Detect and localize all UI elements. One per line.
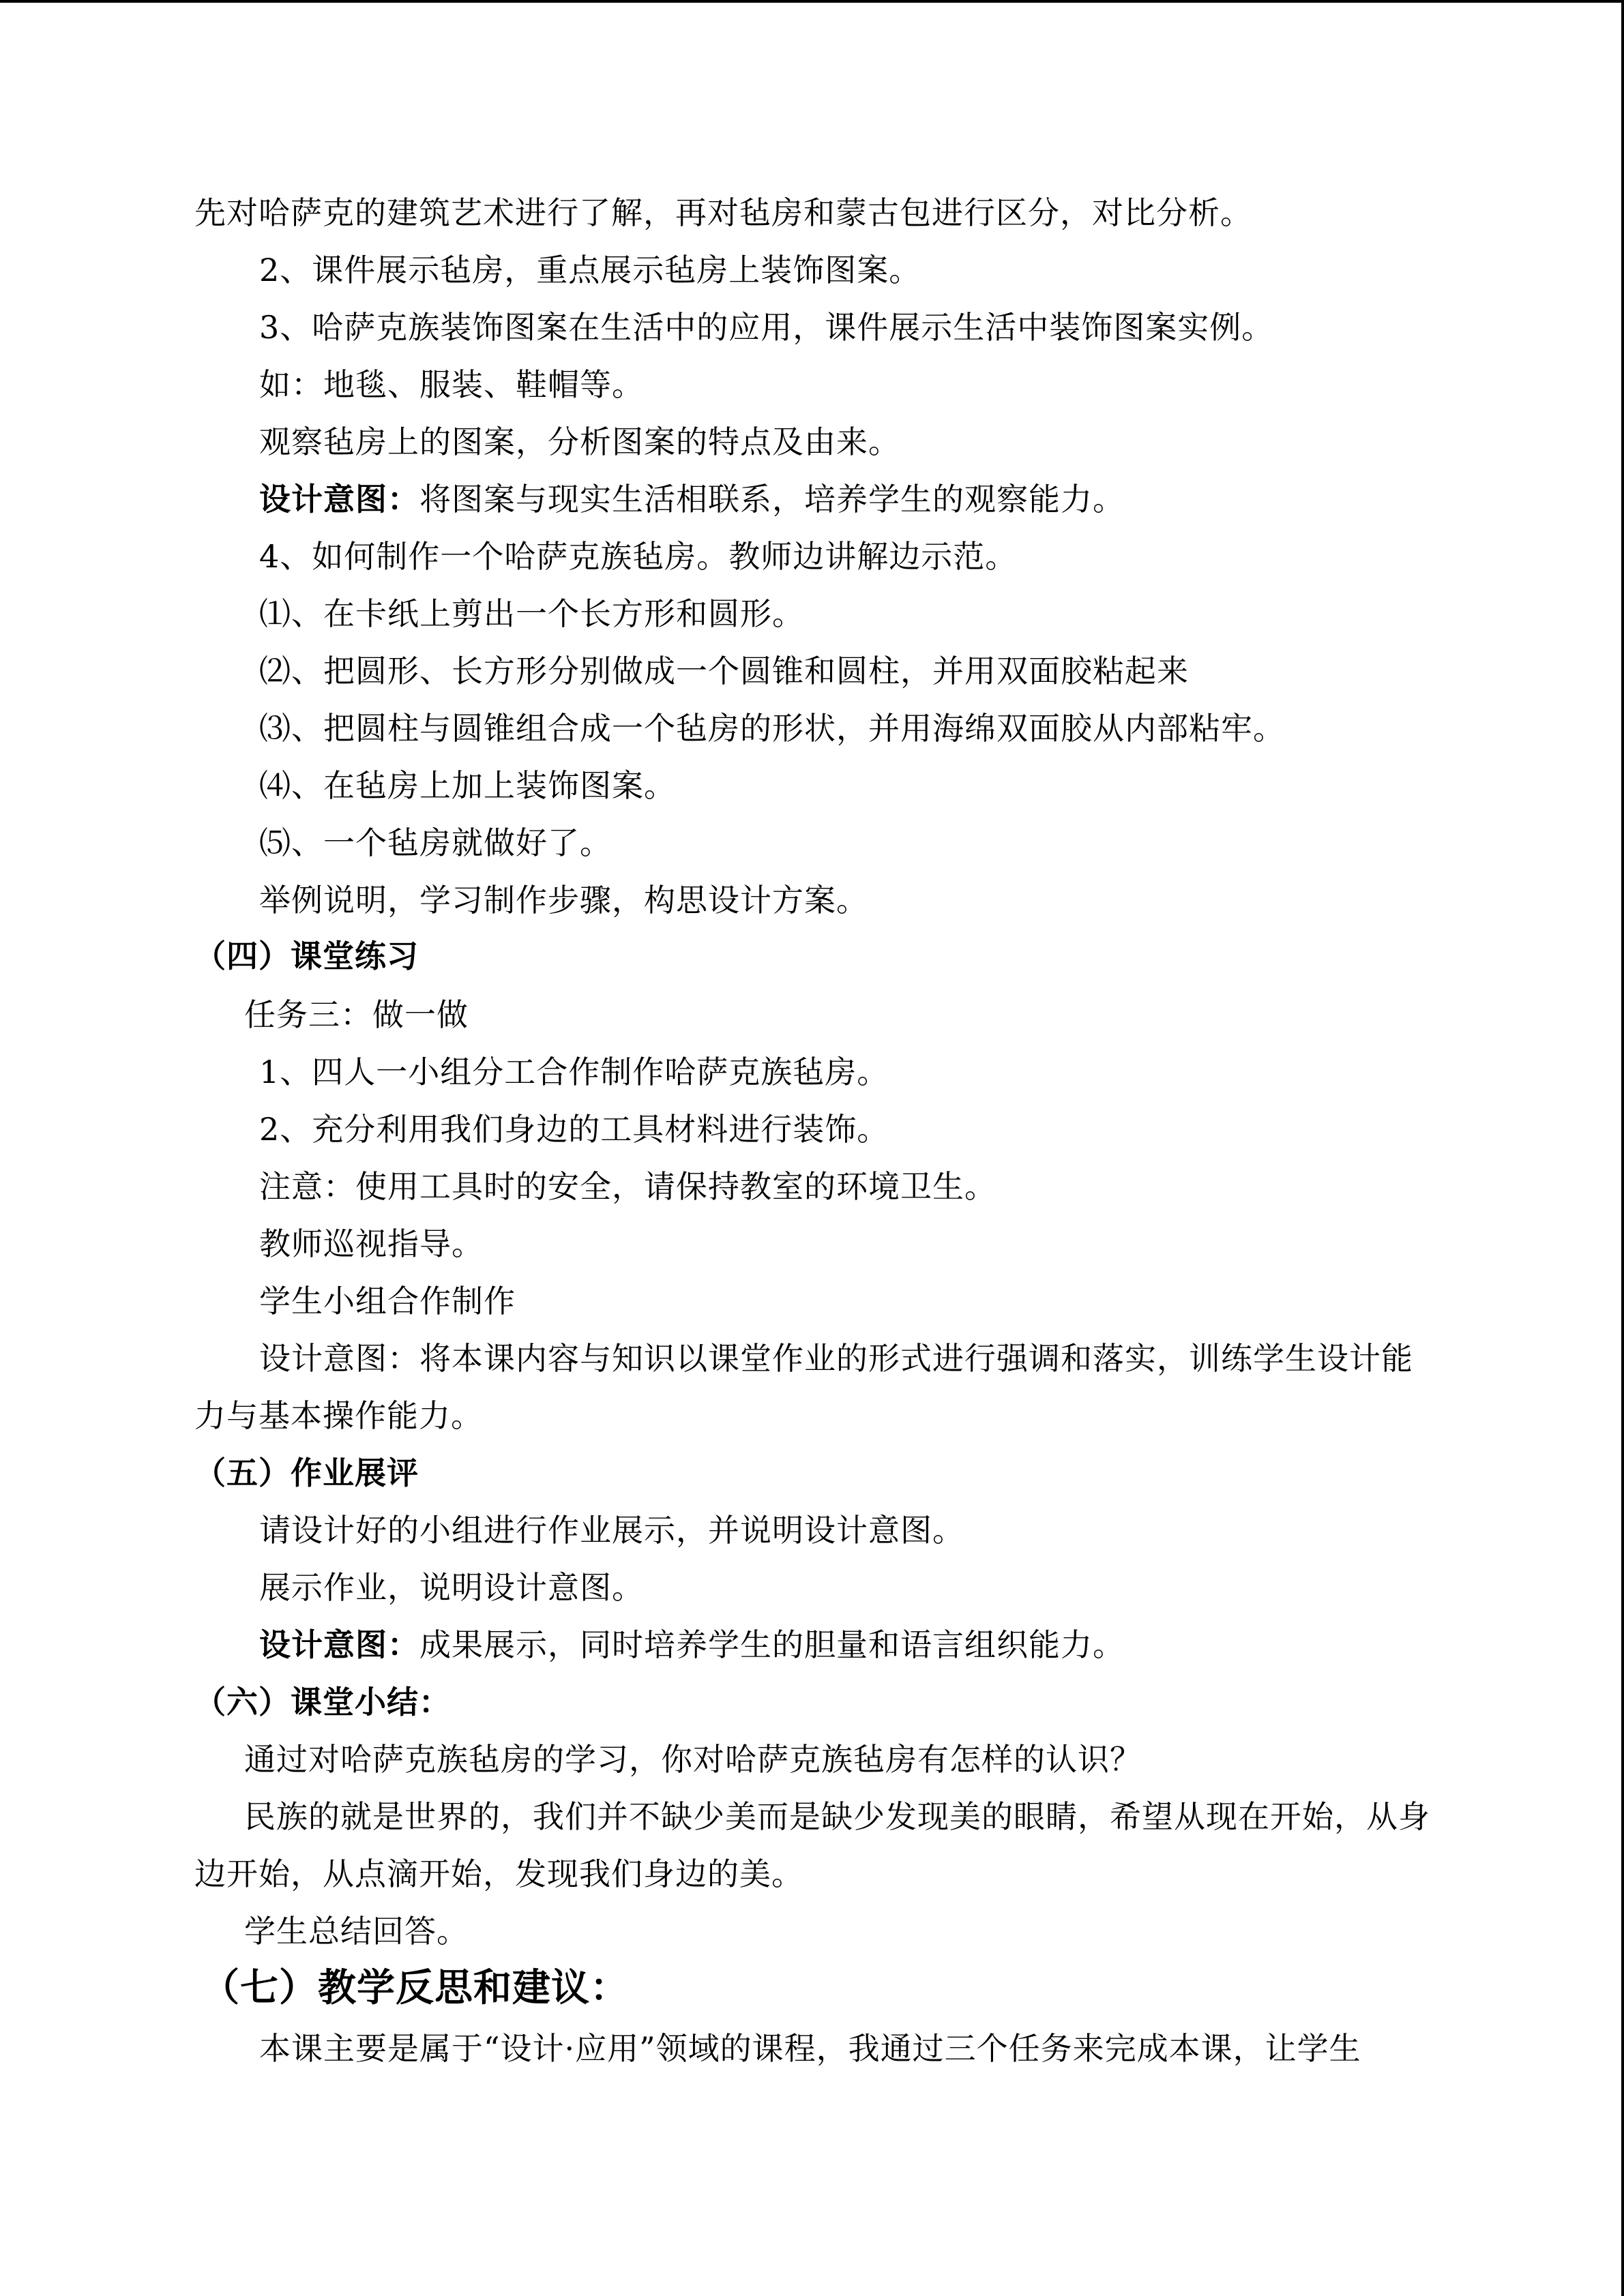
- design-intent-line: [259, 1624, 1125, 1665]
- paragraph-line: 通过对哈萨克族毡房的学习，你对哈萨克族毡房有怎样的认识？: [244, 1741, 1142, 1778]
- paragraph-line: 设计意图：将本课内容与知识以课堂作业的形式进行强调和落实，训练学生设计能: [259, 1340, 1413, 1377]
- section-heading: （六）课堂小结：: [194, 1684, 451, 1720]
- design-intent-text: 将图案与现实生活相联系，培养学生的观察能力。: [419, 481, 1125, 518]
- paragraph-line: 注意：使用工具时的安全，请保持教室的环境卫生。: [259, 1168, 996, 1205]
- step-item: ⑵、把圆形、长方形分别做成一个圆锥和圆柱，并用双面胶粘起来: [259, 653, 1189, 689]
- step-item: ⑴、在卡纸上剪出一个长方形和圆形。: [259, 595, 804, 632]
- design-intent-line: [259, 479, 1125, 520]
- design-intent-text: 成果展示，同时培养学生的胆量和语言组织能力。: [419, 1626, 1125, 1663]
- step-item: ⑶、把圆柱与圆锥组合成一个毡房的形状，并用海绵双面胶从内部粘牢。: [259, 710, 1285, 747]
- paragraph-line: 如：地毯、服装、鞋帽等。: [259, 366, 644, 403]
- list-item: 2、充分利用我们身边的工具材料进行装饰。: [259, 1111, 889, 1148]
- list-item: 2、课件展示毡房，重点展示毡房上装饰图案。: [259, 252, 921, 288]
- paragraph-line: 边开始，从点滴开始，发现我们身边的美。: [194, 1855, 803, 1892]
- paragraph-line: 学生小组合作制作: [259, 1283, 516, 1320]
- paragraph-line: 本课主要是属于“设计·应用”领域的课程，我通过三个任务来完成本课，让学生: [259, 2030, 1361, 2067]
- list-item: 4、如何制作一个哈萨克族毡房。教师边讲解边示范。: [259, 538, 1018, 575]
- design-intent-label: 设计意图：: [259, 481, 419, 518]
- paragraph-line: 展示作业，说明设计意图。: [259, 1569, 644, 1606]
- list-item: 1、四人一小组分工合作制作哈萨克族毡房。: [259, 1054, 889, 1090]
- section-heading: （五）作业展评: [194, 1455, 419, 1491]
- design-intent-label: 设计意图：: [259, 1626, 419, 1663]
- paragraph-line: 教师巡视指导。: [259, 1225, 484, 1262]
- list-item: 3、哈萨克族装饰图案在生活中的应用，课件展示生活中装饰图案实例。: [259, 309, 1274, 346]
- paragraph-line: 民族的就是世界的，我们并不缺少美而是缺少发现美的眼睛，希望从现在开始，从身: [244, 1798, 1430, 1835]
- paragraph-line: 先对哈萨克的建筑艺术进行了解，再对毡房和蒙古包进行区分，对比分析。: [194, 194, 1252, 231]
- paragraph-line: 请设计好的小组进行作业展示，并说明设计意图。: [259, 1512, 964, 1549]
- section-heading: （四）课堂练习: [194, 938, 419, 974]
- step-item: ⑸、一个毡房就做好了。: [259, 824, 612, 861]
- task-title: 任务三：做一做: [244, 996, 469, 1033]
- section-heading-large: （七）教学反思和建议：: [201, 1965, 629, 2010]
- paragraph-line: 观察毡房上的图案，分析图案的特点及由来。: [259, 423, 900, 460]
- paragraph-line: 力与基本操作能力。: [194, 1397, 483, 1434]
- paragraph-line: 学生总结回答。: [244, 1913, 469, 1950]
- step-item: ⑷、在毡房上加上装饰图案。: [259, 767, 676, 804]
- paragraph-line: 举例说明，学习制作步骤，构思设计方案。: [259, 882, 868, 919]
